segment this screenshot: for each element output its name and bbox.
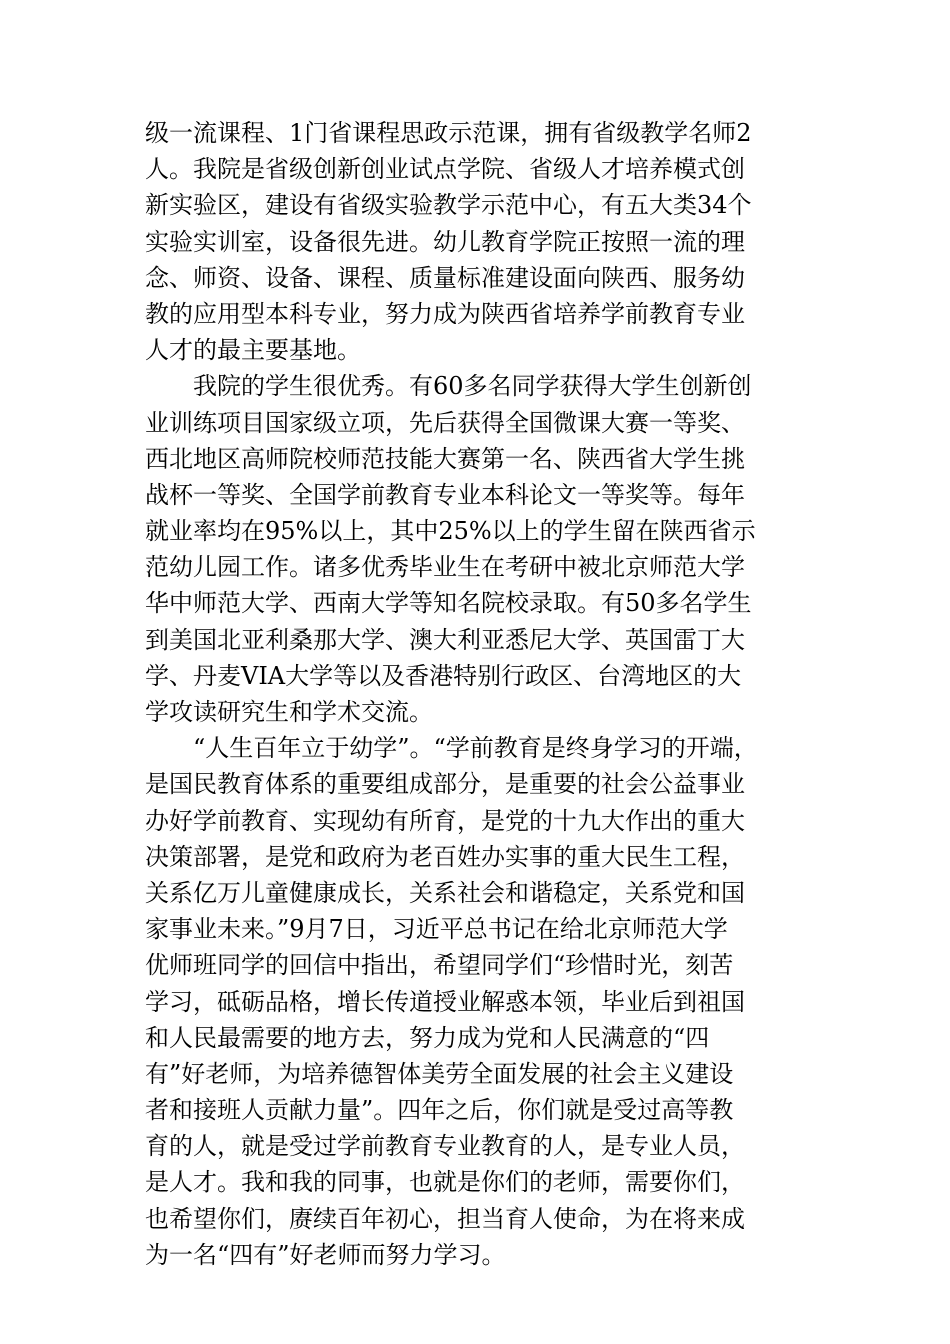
- text-line: 战杯一等奖、全国学前教育专业本科论文一等奖等。每年: [145, 480, 745, 509]
- text-line: 为一名“四有”好老师而努力学习。: [145, 1240, 506, 1269]
- text-line: 级一流课程、1门省课程思政示范课，拥有省级教学名师2: [145, 119, 752, 147]
- text-line: 和人民最需要的地方去，努力成为党和人民满意的“四: [145, 1023, 710, 1052]
- text-line: 范幼儿园工作。诸多优秀毕业生在考研中被北京师范大学: [145, 553, 745, 582]
- text-line: 学习，砥砺品格，增长传道授业解惑本领，毕业后到祖国: [145, 987, 745, 1016]
- text-line: 关系亿万儿童健康成长，关系社会和谐稳定，关系党和国: [145, 878, 745, 907]
- text-line: 是国民教育体系的重要组成部分，是重要的社会公益事业: [145, 770, 745, 799]
- text-line: 新实验区，建设有省级实验教学示范中心，有五大类34个: [145, 191, 752, 220]
- text-line: 到美国北亚利桑那大学、澳大利亚悉尼大学、英国雷丁大: [145, 625, 745, 654]
- paragraph-first-line: “人生百年立于幼学”。“学前教育是终身学习的开端，: [193, 734, 758, 763]
- text-line: 有”好老师，为培养德智体美劳全面发展的社会主义建设: [145, 1059, 734, 1088]
- text-line: 是人才。我和我的同事，也就是你们的老师，需要你们，: [145, 1168, 745, 1197]
- text-line: 实验实训室，设备很先进。幼儿教育学院正按照一流的理: [145, 227, 745, 256]
- text-line: 家事业未来。”9月7日，习近平总书记在给北京师范大学: [145, 915, 728, 944]
- body-text: [145, 115, 825, 1273]
- paragraph-first-line: 我院的学生很优秀。有60多名同学获得大学生创新创: [193, 372, 752, 401]
- text-line: 西北地区高师院校师范技能大赛第一名、陕西省大学生挑: [145, 444, 745, 473]
- text-line: 人才的最主要基地。: [145, 336, 361, 365]
- text-line: 学、丹麦VIA大学等以及香港特别行政区、台湾地区的大: [145, 661, 742, 690]
- text-line: 者和接班人贡献力量”。四年之后，你们就是受过高等教: [145, 1096, 734, 1125]
- text-line: 念、师资、设备、课程、质量标准建设面向陕西、服务幼: [145, 263, 745, 292]
- text-line: 人。我院是省级创新创业试点学院、省级人才培养模式创: [145, 155, 745, 184]
- text-line: 育的人，就是受过学前教育专业教育的人，是专业人员，: [145, 1132, 745, 1161]
- text-line: 学攻读研究生和学术交流。: [145, 698, 433, 726]
- text-line: 也希望你们，赓续百年初心，担当育人使命，为在将来成: [145, 1204, 745, 1233]
- text-line: 华中师范大学、西南大学等知名院校录取。有50多名学生: [145, 589, 752, 618]
- text-line: 办好学前教育、实现幼有所育，是党的十九大作出的重大: [145, 806, 745, 835]
- text-line: 决策部署，是党和政府为老百姓办实事的重大民生工程，: [145, 842, 745, 871]
- text-line: 教的应用型本科专业，努力成为陕西省培养学前教育专业: [145, 299, 745, 328]
- text-line: 优师班同学的回信中指出，希望同学们“珍惜时光，刻苦: [145, 951, 734, 980]
- text-line: 就业率均在95%以上，其中25%以上的学生留在陕西省示: [145, 517, 756, 546]
- text-line: 业训练项目国家级立项，先后获得全国微课大赛一等奖、: [145, 408, 745, 437]
